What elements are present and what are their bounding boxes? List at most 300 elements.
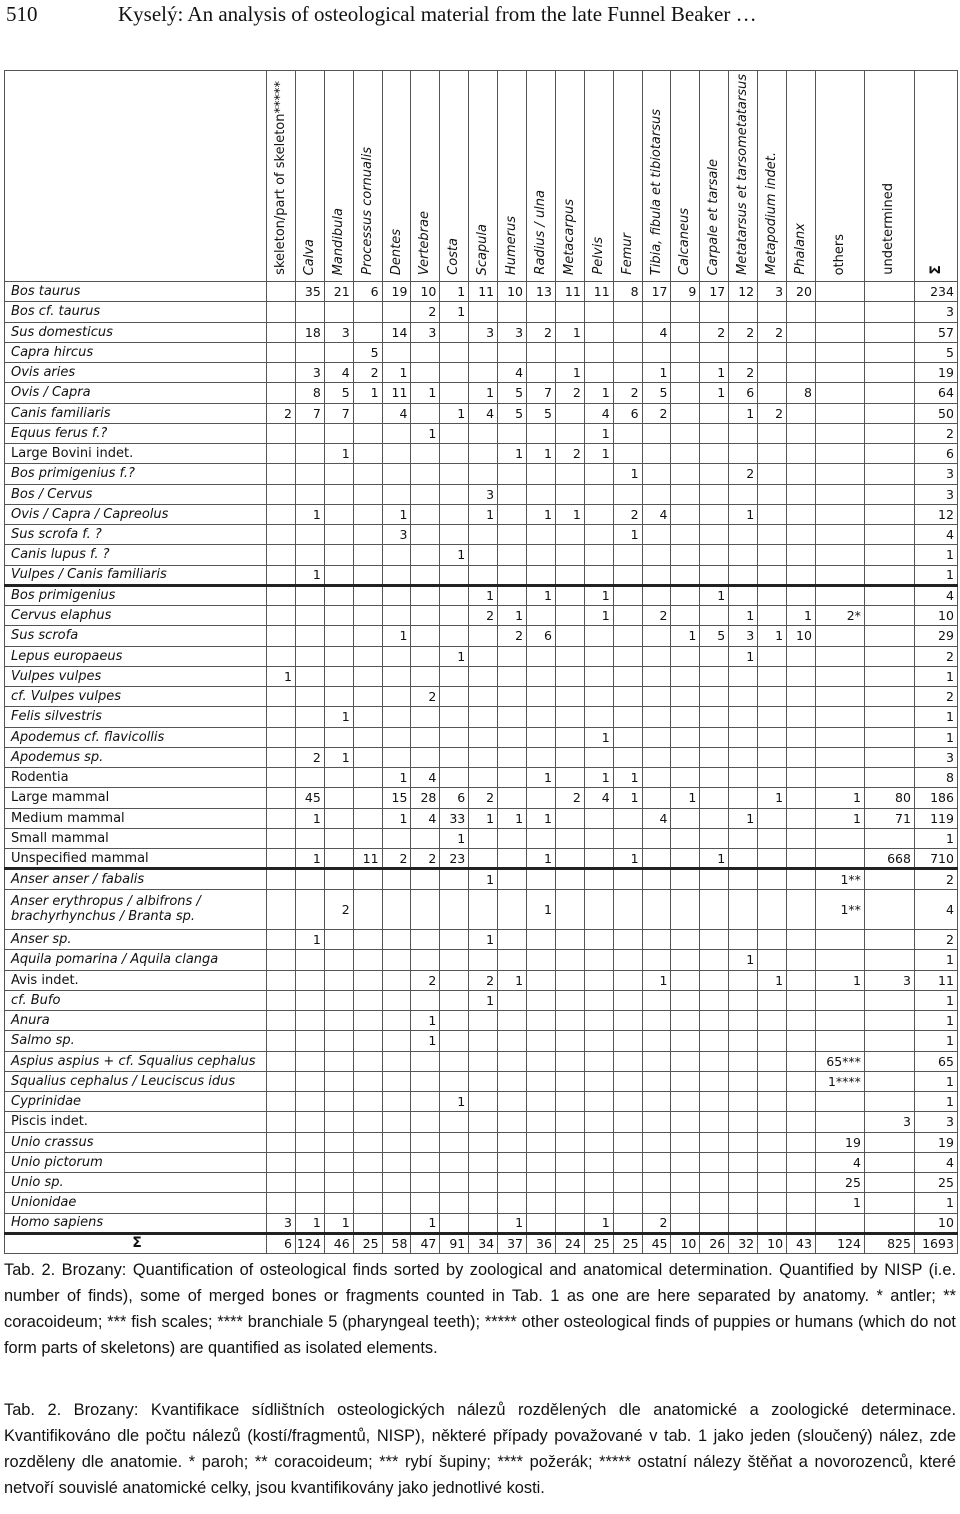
table-row	[5, 768, 958, 788]
value-cell	[324, 869, 353, 889]
value-cell	[613, 1031, 642, 1051]
value-cell: 1	[700, 849, 729, 869]
taxon-cell: Canis lupus f. ?	[5, 545, 267, 565]
value-cell: 18	[295, 322, 324, 342]
value-cell	[411, 1071, 440, 1091]
value-cell	[864, 707, 914, 727]
value-cell: 28	[411, 788, 440, 808]
taxon-cell: Sus domesticus	[5, 322, 267, 342]
quantification-table	[4, 70, 958, 1254]
table-caption-czech: Tab. 2. Brozany: Kvantifikace sídlištních osteologických nálezů rozdělených dle anatomické a zoologické determinace. Kvantifikováno dle počtu nálezů (kostí/fragmentů, NISP), některé případy považované v tab. 1 jako jeden (sloučený) nález, zde rozděleny dle anatomie. * paroh; ** coracoideum; *** rybí šupiny; **** požerák; ***** ostatní nálezy štěňat a novorozenců, které netvoří souvislé anatomické celky, jsou kvantifikovány jako jednotlivé kosti.	[4, 1401, 956, 1497]
value-cell: 1	[584, 768, 613, 788]
value-cell	[864, 484, 914, 504]
value-cell	[584, 1011, 613, 1031]
value-cell	[469, 464, 498, 484]
value-cell	[700, 687, 729, 707]
value-cell	[815, 464, 864, 484]
value-cell	[324, 1112, 353, 1132]
value-cell	[584, 484, 613, 504]
value-cell: 25	[815, 1173, 864, 1193]
value-cell: 6	[914, 444, 957, 464]
value-cell	[758, 342, 787, 362]
value-cell	[353, 808, 382, 828]
value-cell: 2	[642, 1213, 671, 1233]
value-cell: 1	[411, 1031, 440, 1051]
value-cell: 3	[498, 322, 527, 342]
value-cell	[642, 889, 671, 930]
value-cell	[787, 403, 816, 423]
value-cell: 1	[729, 403, 758, 423]
table-row	[5, 828, 958, 848]
value-cell	[815, 403, 864, 423]
value-cell	[324, 525, 353, 545]
value-cell	[584, 869, 613, 889]
value-cell	[527, 342, 556, 362]
value-cell: 1	[613, 788, 642, 808]
value-cell	[671, 1173, 700, 1193]
value-cell	[555, 1031, 584, 1051]
value-cell: 1693	[914, 1233, 957, 1253]
value-cell	[440, 707, 469, 727]
value-cell	[267, 606, 296, 626]
value-cell	[613, 970, 642, 990]
value-cell: 2	[411, 687, 440, 707]
table-row	[5, 363, 958, 383]
value-cell: 3	[914, 747, 957, 767]
value-cell: 2	[642, 403, 671, 423]
value-cell	[527, 970, 556, 990]
value-cell	[642, 423, 671, 443]
column-header	[324, 71, 353, 282]
value-cell	[324, 849, 353, 869]
value-cell	[295, 464, 324, 484]
value-cell	[267, 1132, 296, 1152]
value-cell: 4	[914, 1152, 957, 1172]
value-cell	[267, 363, 296, 383]
value-cell	[382, 565, 411, 585]
value-cell: 12	[914, 504, 957, 524]
value-cell	[324, 1173, 353, 1193]
value-cell	[758, 707, 787, 727]
value-cell	[613, 565, 642, 585]
value-cell: 2	[324, 889, 353, 930]
value-cell	[613, 950, 642, 970]
taxon-cell: Sus scrofa	[5, 626, 267, 646]
value-cell: 1****	[815, 1071, 864, 1091]
value-cell	[440, 1011, 469, 1031]
value-cell	[584, 1051, 613, 1071]
value-cell: 10	[914, 1213, 957, 1233]
value-cell	[267, 464, 296, 484]
value-cell	[527, 950, 556, 970]
value-cell	[729, 545, 758, 565]
value-cell	[758, 849, 787, 869]
value-cell	[555, 950, 584, 970]
value-cell	[700, 484, 729, 504]
value-cell	[267, 423, 296, 443]
value-cell: 80	[864, 788, 914, 808]
value-cell: 1	[440, 545, 469, 565]
value-cell	[555, 484, 584, 504]
value-cell	[787, 302, 816, 322]
value-cell	[729, 1152, 758, 1172]
value-cell	[758, 1152, 787, 1172]
value-cell: 1	[469, 990, 498, 1010]
column-header	[469, 71, 498, 282]
table-row	[5, 423, 958, 443]
value-cell: 2	[758, 322, 787, 342]
value-cell	[498, 1092, 527, 1112]
value-cell	[382, 1173, 411, 1193]
value-cell	[864, 342, 914, 362]
value-cell	[864, 950, 914, 970]
value-cell	[729, 1071, 758, 1091]
value-cell	[267, 1152, 296, 1172]
value-cell	[382, 1071, 411, 1091]
value-cell	[864, 1213, 914, 1233]
value-cell: 1	[613, 464, 642, 484]
value-cell	[440, 606, 469, 626]
value-cell	[787, 687, 816, 707]
value-cell	[815, 1031, 864, 1051]
value-cell: 33	[440, 808, 469, 828]
value-cell	[382, 1031, 411, 1051]
value-cell	[411, 930, 440, 950]
value-cell	[555, 727, 584, 747]
taxon-cell: Equus ferus f.?	[5, 423, 267, 443]
value-cell	[353, 525, 382, 545]
value-cell	[584, 889, 613, 930]
value-cell	[815, 646, 864, 666]
value-cell	[411, 444, 440, 464]
value-cell: 65***	[815, 1051, 864, 1071]
value-cell: 8	[787, 383, 816, 403]
value-cell	[671, 342, 700, 362]
value-cell	[787, 1092, 816, 1112]
value-cell	[787, 788, 816, 808]
value-cell	[498, 1152, 527, 1172]
value-cell	[382, 889, 411, 930]
value-cell	[700, 1011, 729, 1031]
value-cell	[671, 606, 700, 626]
value-cell	[469, 747, 498, 767]
value-cell	[864, 990, 914, 1010]
table-row	[5, 403, 958, 423]
value-cell	[353, 1051, 382, 1071]
value-cell	[613, 322, 642, 342]
value-cell	[498, 1132, 527, 1152]
value-cell	[758, 484, 787, 504]
value-cell	[671, 646, 700, 666]
value-cell: 4	[642, 322, 671, 342]
value-cell	[295, 869, 324, 889]
table-row	[5, 585, 958, 605]
value-cell: 6	[353, 282, 382, 302]
value-cell	[498, 990, 527, 1010]
value-cell	[642, 1011, 671, 1031]
value-cell: 19	[815, 1132, 864, 1152]
value-cell	[382, 423, 411, 443]
value-cell	[498, 707, 527, 727]
value-cell	[498, 565, 527, 585]
value-cell: 1	[527, 849, 556, 869]
value-cell: 3	[411, 322, 440, 342]
value-cell	[864, 889, 914, 930]
value-cell	[295, 585, 324, 605]
column-header-label: Calva	[301, 238, 317, 275]
value-cell	[815, 282, 864, 302]
value-cell	[353, 322, 382, 342]
value-cell	[729, 828, 758, 848]
value-cell: 3	[914, 1112, 957, 1132]
value-cell	[382, 747, 411, 767]
value-cell	[353, 565, 382, 585]
value-cell	[498, 525, 527, 545]
value-cell	[787, 504, 816, 524]
value-cell	[584, 849, 613, 869]
value-cell	[555, 565, 584, 585]
value-cell: 1	[527, 808, 556, 828]
value-cell	[787, 464, 816, 484]
value-cell: 1	[527, 585, 556, 605]
value-cell	[411, 828, 440, 848]
value-cell	[527, 747, 556, 767]
value-cell	[671, 504, 700, 524]
value-cell	[584, 828, 613, 848]
value-cell	[411, 1051, 440, 1071]
value-cell	[267, 383, 296, 403]
value-cell	[758, 464, 787, 484]
value-cell: 825	[864, 1233, 914, 1253]
value-cell	[267, 687, 296, 707]
value-cell	[787, 1173, 816, 1193]
value-cell	[729, 970, 758, 990]
value-cell	[555, 687, 584, 707]
value-cell	[671, 1112, 700, 1132]
value-cell	[758, 504, 787, 524]
value-cell	[295, 1031, 324, 1051]
value-cell	[469, 1051, 498, 1071]
value-cell	[382, 444, 411, 464]
table-row	[5, 930, 958, 950]
value-cell: 1	[382, 504, 411, 524]
value-cell: 58	[382, 1233, 411, 1253]
value-cell	[758, 1112, 787, 1132]
value-cell	[758, 1051, 787, 1071]
value-cell: 8	[914, 768, 957, 788]
value-cell	[555, 869, 584, 889]
value-cell	[613, 1092, 642, 1112]
value-cell	[324, 970, 353, 990]
taxon-cell: Sus scrofa f. ?	[5, 525, 267, 545]
taxon-cell: Medium mammal	[5, 808, 267, 828]
value-cell	[527, 666, 556, 686]
value-cell	[671, 727, 700, 747]
value-cell	[295, 1112, 324, 1132]
value-cell	[864, 525, 914, 545]
value-cell	[613, 444, 642, 464]
value-cell	[729, 444, 758, 464]
value-cell: 11	[469, 282, 498, 302]
value-cell	[613, 363, 642, 383]
page-title: Kyselý: An analysis of osteological material from the late Funnel Beaker …	[118, 2, 757, 26]
value-cell	[353, 970, 382, 990]
value-cell	[729, 484, 758, 504]
table-row	[5, 666, 958, 686]
value-cell	[382, 646, 411, 666]
value-cell	[555, 1051, 584, 1071]
value-cell	[555, 768, 584, 788]
value-cell	[527, 869, 556, 889]
value-cell	[324, 484, 353, 504]
value-cell	[787, 1132, 816, 1152]
value-cell	[864, 1173, 914, 1193]
value-cell	[584, 990, 613, 1010]
table-row	[5, 747, 958, 767]
column-header	[642, 71, 671, 282]
taxon-cell: Σ	[5, 1233, 267, 1253]
value-cell: 3	[382, 525, 411, 545]
value-cell	[758, 606, 787, 626]
value-cell	[382, 1213, 411, 1233]
value-cell	[700, 970, 729, 990]
value-cell: 50	[914, 403, 957, 423]
value-cell: 1	[498, 1213, 527, 1233]
value-cell	[382, 707, 411, 727]
value-cell: 10	[498, 282, 527, 302]
value-cell: 2	[700, 322, 729, 342]
value-cell	[382, 970, 411, 990]
value-cell	[729, 1213, 758, 1233]
value-cell	[440, 342, 469, 362]
value-cell	[469, 1011, 498, 1031]
value-cell: 91	[440, 1233, 469, 1253]
value-cell	[700, 1071, 729, 1091]
value-cell	[267, 727, 296, 747]
value-cell	[411, 747, 440, 767]
value-cell	[527, 990, 556, 1010]
value-cell	[527, 484, 556, 504]
value-cell	[555, 1011, 584, 1031]
value-cell	[295, 1092, 324, 1112]
value-cell: 25	[613, 1233, 642, 1253]
value-cell	[671, 1031, 700, 1051]
value-cell	[815, 565, 864, 585]
value-cell	[700, 565, 729, 585]
value-cell	[864, 464, 914, 484]
value-cell	[498, 869, 527, 889]
value-cell	[353, 990, 382, 1010]
value-cell	[295, 990, 324, 1010]
value-cell: 1	[914, 727, 957, 747]
value-cell	[295, 889, 324, 930]
value-cell: 1	[729, 646, 758, 666]
table-row	[5, 525, 958, 545]
value-cell: 186	[914, 788, 957, 808]
value-cell	[613, 1173, 642, 1193]
value-cell	[324, 1152, 353, 1172]
value-cell	[729, 342, 758, 362]
value-cell	[729, 423, 758, 443]
value-cell	[555, 1112, 584, 1132]
value-cell	[815, 727, 864, 747]
value-cell	[295, 484, 324, 504]
value-cell	[671, 768, 700, 788]
value-cell: 6	[613, 403, 642, 423]
value-cell	[729, 525, 758, 545]
value-cell	[527, 707, 556, 727]
value-cell: 1	[555, 363, 584, 383]
value-cell	[671, 363, 700, 383]
value-cell	[267, 889, 296, 930]
value-cell: 3	[758, 282, 787, 302]
value-cell	[864, 646, 914, 666]
value-cell	[382, 828, 411, 848]
value-cell	[382, 484, 411, 504]
value-cell	[671, 808, 700, 828]
value-cell	[527, 464, 556, 484]
value-cell: 6	[267, 1233, 296, 1253]
value-cell	[440, 970, 469, 990]
value-cell: 4	[914, 585, 957, 605]
value-cell: 1	[324, 1213, 353, 1233]
value-cell	[729, 1051, 758, 1071]
value-cell	[613, 889, 642, 930]
value-cell	[324, 504, 353, 524]
value-cell	[864, 423, 914, 443]
value-cell	[700, 727, 729, 747]
value-cell: 20	[787, 282, 816, 302]
value-cell	[469, 666, 498, 686]
table-row	[5, 383, 958, 403]
value-cell	[815, 747, 864, 767]
value-cell	[411, 565, 440, 585]
value-cell	[671, 525, 700, 545]
table-row	[5, 484, 958, 504]
value-cell	[729, 585, 758, 605]
value-cell	[613, 423, 642, 443]
value-cell	[353, 687, 382, 707]
value-cell	[787, 1071, 816, 1091]
value-cell: 1	[469, 504, 498, 524]
table-row	[5, 1031, 958, 1051]
value-cell	[787, 930, 816, 950]
value-cell	[440, 444, 469, 464]
value-cell	[642, 687, 671, 707]
value-cell: 4	[411, 808, 440, 828]
value-cell: 1	[382, 808, 411, 828]
value-cell	[642, 342, 671, 362]
value-cell	[324, 1132, 353, 1152]
value-cell: 2	[382, 849, 411, 869]
taxon-cell: Anura	[5, 1011, 267, 1031]
value-cell	[498, 464, 527, 484]
value-cell	[864, 545, 914, 565]
value-cell	[324, 646, 353, 666]
value-cell	[729, 768, 758, 788]
value-cell	[555, 606, 584, 626]
value-cell: 1	[914, 1031, 957, 1051]
value-cell	[700, 990, 729, 1010]
value-cell	[671, 747, 700, 767]
taxon-cell: Bos taurus	[5, 282, 267, 302]
value-cell	[584, 747, 613, 767]
value-cell	[758, 687, 787, 707]
value-cell	[353, 1132, 382, 1152]
value-cell: 4	[498, 363, 527, 383]
table-caption-english: Tab. 2. Brozany: Quantification of osteological finds sorted by zoological and anatomical determination. Quantified by NISP (i.e. number of finds), some of merged bones or fragments counted in Tab. 1 as one are here separated by anatomy. * antler; ** coracoideum; *** fish scales; **** branchiale 5 (pharyngeal teeth); ***** other osteological finds of puppies or humans (which do not form parts of skeletons) are quantified as isolated elements.	[4, 1261, 956, 1357]
value-cell	[324, 606, 353, 626]
